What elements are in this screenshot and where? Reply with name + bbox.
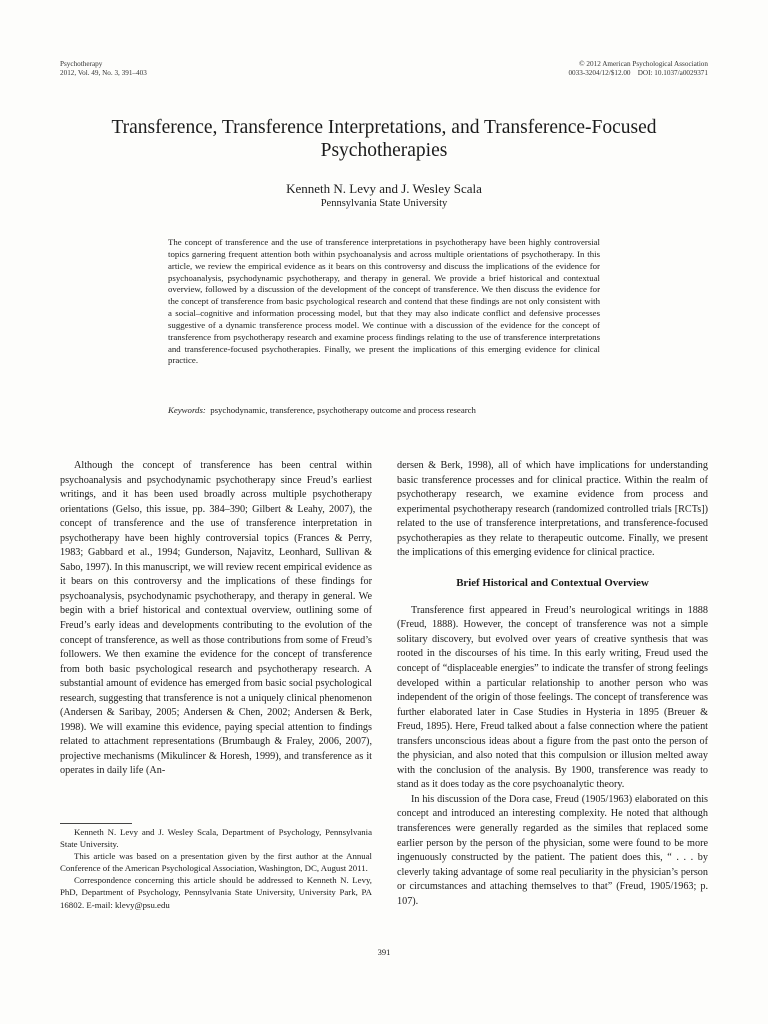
body-paragraph: Transference first appeared in Freud’s neurological writings in 1888 (Freud, 1888). However, the concept of transference was not a simple solitary discovery, but evolved over years of creative synthesis that was rooted in the discourses of his time. In this early writing, Freud used the concept of “displaceable energies” to indicate the transfer of strong feelings developed within a particular relationship to another person who was independent of the origin of those feelings. The concept of transference was further elaborated later in Case Studies in Hysteria in 1895 (Breuer & Freud, 1895). Here, Freud talked about a false connection where the patient transfers unconscious ideas about a figure from the past onto the person of the physician, and also noted that this compulsion or illusion melted away with the conclusion of the analysis. By 1900, transference was ready to stand as it does today as the core psychoanalytic theory. xyxy=(397,604,708,791)
running-header-right xyxy=(568,60,708,77)
footnote-divider xyxy=(60,823,132,824)
keywords-label: Keywords: xyxy=(168,405,206,415)
body-paragraph: Although the concept of transference has been central within psychoanalysis and psychodynamic psychotherapy since Freud’s earliest writings, and it has been used broadly across multiple psychotherapy orientations (Gelso, this issue, pp. 384–390; Gilbert & Leahy, 2007), the concept of transference and the use of transference interpretation in psychotherapy have been highly controversial topics (Frances & Perry, 1983; Gabbard et al., 1994; Gunderson, Najavitz, Leonhard, Sullivan & Sabo, 1997). In this manuscript, we will review recent empirical evidence as it bears on this controversy and the implications of these findings for psychoanalysis, psychodynamic psychotherapy, and therapy in general. We begin with a brief historical and contextual overview, outlining some of Freud’s early ideas and developments contributing to the evolution of the concept of transference, as well as those contributions from some of Freud’s followers. We then examine the evidence for the concept of transference from both basic psychological research and psychotherapy research. A substantial amount of evidence has emerged from basic social psychological research, suggesting that transference is not a uniquely clinical phenomenon (Andersen & Saribay, 2005; Andersen & Chen, 2002; Andersen & Berk, 1998). We will examine this evidence, paying special attention to findings related to attachment representations (Brumbaugh & Fraley, 2006, 2007), projective mechanisms (Mikulincer & Horesh, 1999), and transference as it operates in daily life (An- xyxy=(60,460,372,777)
abstract: The concept of transference and the use of transference interpretations in psychotherapy have been highly controversial topics garnering frequent attention both within psychoanalysis and across multiple orientations of psychotherapy. In this article, we review the empirical evidence as it bears on this controversy and discuss the implications of the evidence for psychoanalysis, psychodynamic psychotherapy, and therapy in general. We provide a brief historical and contextual overview, followed by a discussion of the development of the concept of transference. We then discuss the evidence for the concept of transference from basic psychological research and contend that these findings are not only consistent with a social–cognitive and information processing model, but that they may also indicate conflict and defensive processes suggestive of a dynamic transference process model. We continue with a discussion of the evidence for the concept of transference from psychotherapy research and examine process findings relating to the use of transference interpretations and transference-focused psychotherapies. Finally, we present the implications of this emerging evidence for clinical practice. xyxy=(168,237,600,366)
volume-info: 2012, Vol. 49, No. 3, 391–403 xyxy=(60,68,147,77)
issn-doi-line: 0033-3204/12/$12.00 DOI: 10.1037/a0029371 xyxy=(568,68,708,77)
author-affiliation: Pennsylvania State University xyxy=(320,198,448,209)
author-note: This article was based on a presentation given by the first author at the Annual Conference of the American Psychological Association, Washington, DC, August 2011. xyxy=(60,851,372,874)
running-header-left xyxy=(60,60,147,77)
keywords xyxy=(168,405,600,417)
section-heading: Brief Historical and Contextual Overview xyxy=(456,576,649,589)
body-paragraph-continued: dersen & Berk, 1998), all of which have implications for understanding basic transference processes and for clinical practice. Within the realm of psychotherapy research, we examine evidence from process and experimental psychotherapy research (randomized controlled trials [RCTs]) related to the use of transference interpretations, and transference-focused psychotherapies as they relate to therapeutic outcome. Finally, we present the implications of this emerging evidence for clinical practice. xyxy=(397,460,708,559)
page-number: 391 xyxy=(377,947,391,957)
article-authors: Kenneth N. Levy and J. Wesley Scala xyxy=(286,181,482,196)
body-column-right xyxy=(397,459,708,909)
body-column-left xyxy=(60,459,372,779)
author-note: Kenneth N. Levy and J. Wesley Scala, Department of Psychology, Pennsylvania State University. xyxy=(60,827,372,850)
journal-name: Psychotherapy xyxy=(60,60,103,68)
article-title: Transference, Transference Interpretations, and Transference-Focused Psychotherapies xyxy=(111,117,657,161)
author-note: Correspondence concerning this article should be addressed to Kenneth N. Levy, PhD, Department of Psychology, Pennsylvania State University, University Park, PA 16802. E-mail: klevy@psu.edu xyxy=(60,875,372,910)
author-notes xyxy=(60,826,372,911)
keywords-text: psychodynamic, transference, psychotherapy outcome and process research xyxy=(210,405,476,415)
body-paragraph: In his discussion of the Dora case, Freud (1905/1963) elaborated on this concept and introduced an interesting complexity. He noted that although transferences were generally regarded as the similes that replaced some earlier person by the person of the physician, some were found to be more ingenuously constructed by the patient. The patient does this, “ . . . by cleverly taking advantage of some real peculiarity in the physician’s person or circumstances and attaching themselves to that” (Freud, 1905/1963; p. 107). xyxy=(397,793,708,907)
copyright-line: © 2012 American Psychological Association xyxy=(579,60,708,68)
